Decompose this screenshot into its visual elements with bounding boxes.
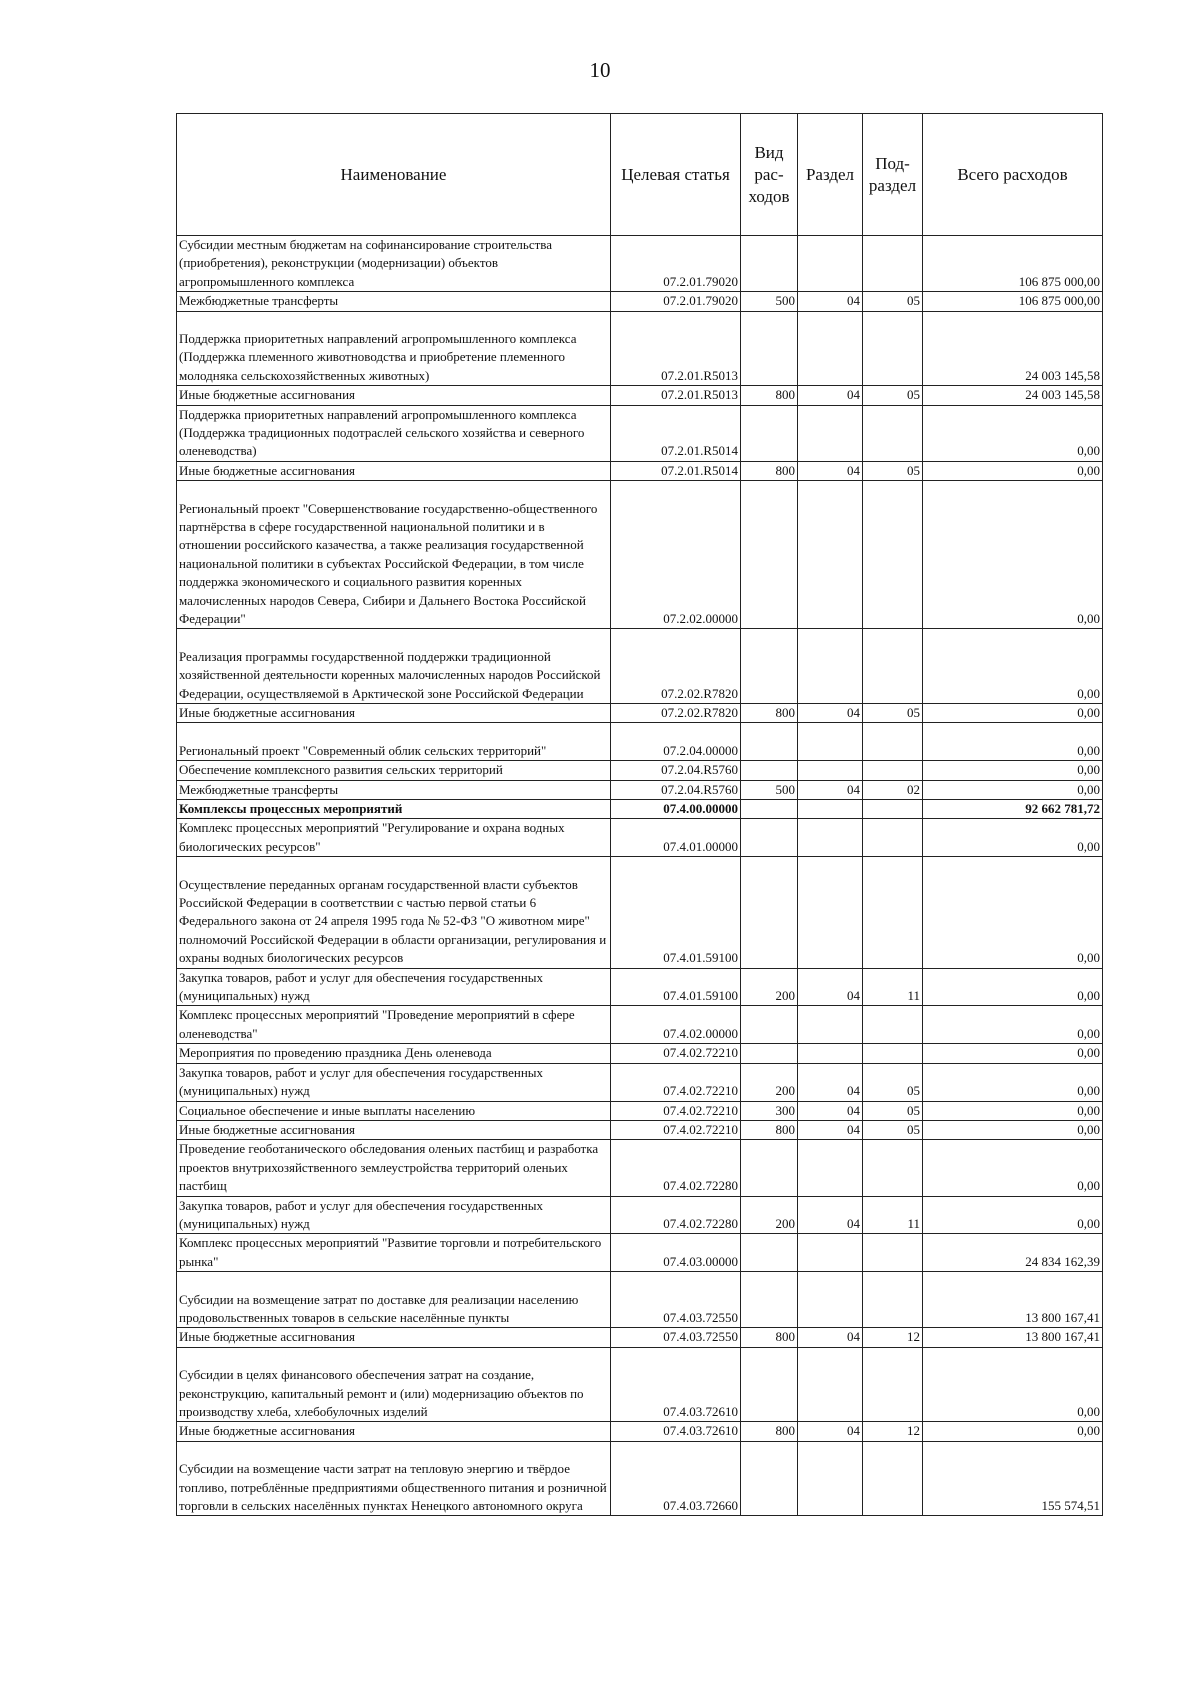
row-section xyxy=(798,236,863,292)
row-subsection: 02 xyxy=(863,780,923,799)
row-expense-type xyxy=(741,236,798,292)
row-total: 0,00 xyxy=(923,780,1103,799)
row-name: Иные бюджетные ассигнования xyxy=(177,1328,611,1347)
row-expense-type: 200 xyxy=(741,1196,798,1234)
row-total: 13 800 167,41 xyxy=(923,1272,1103,1328)
row-target-article: 07.4.03.72610 xyxy=(611,1422,741,1441)
table-row xyxy=(177,1234,1103,1272)
row-target-article: 07.4.03.72550 xyxy=(611,1328,741,1347)
row-name: Субсидии на возмещение части затрат на тепловую энергию и твёрдое топливо, потреблённые предприятиями общественного питания и розничной торговли в сельских населённых пунктах Ненецкого автономного округа xyxy=(177,1441,611,1516)
row-subsection xyxy=(863,1441,923,1516)
row-name: Закупка товаров, работ и услуг для обеспечения государственных (муниципальных) нужд xyxy=(177,1196,611,1234)
row-name: Иные бюджетные ассигнования xyxy=(177,386,611,405)
table-row xyxy=(177,1044,1103,1063)
row-expense-type xyxy=(741,405,798,461)
row-name: Комплекс процессных мероприятий "Регулирование и охрана водных биологических ресурсов" xyxy=(177,819,611,857)
row-subsection xyxy=(863,1272,923,1328)
row-section: 04 xyxy=(798,1422,863,1441)
row-section: 04 xyxy=(798,1196,863,1234)
row-target-article: 07.2.01.R5014 xyxy=(611,461,741,480)
row-section xyxy=(798,1441,863,1516)
row-subsection: 05 xyxy=(863,704,923,723)
row-target-article: 07.4.02.72210 xyxy=(611,1101,741,1120)
row-target-article: 07.4.00.00000 xyxy=(611,800,741,819)
table-row xyxy=(177,819,1103,857)
row-expense-type xyxy=(741,800,798,819)
row-expense-type xyxy=(741,1347,798,1422)
row-expense-type xyxy=(741,1441,798,1516)
row-target-article: 07.4.02.72210 xyxy=(611,1063,741,1101)
row-section xyxy=(798,761,863,780)
row-subsection: 11 xyxy=(863,1196,923,1234)
row-expense-type: 800 xyxy=(741,1328,798,1347)
row-target-article: 07.2.02.R7820 xyxy=(611,629,741,704)
row-total: 24 834 162,39 xyxy=(923,1234,1103,1272)
row-section: 04 xyxy=(798,386,863,405)
row-total: 13 800 167,41 xyxy=(923,1328,1103,1347)
table-row xyxy=(177,311,1103,386)
row-expense-type xyxy=(741,819,798,857)
row-total: 0,00 xyxy=(923,968,1103,1006)
row-section xyxy=(798,857,863,968)
row-section: 04 xyxy=(798,1328,863,1347)
row-section xyxy=(798,1006,863,1044)
table-row xyxy=(177,723,1103,761)
row-name: Иные бюджетные ассигнования xyxy=(177,1422,611,1441)
row-expense-type: 800 xyxy=(741,1422,798,1441)
row-name: Иные бюджетные ассигнования xyxy=(177,704,611,723)
row-total: 0,00 xyxy=(923,704,1103,723)
row-target-article: 07.2.01.R5014 xyxy=(611,405,741,461)
table-row xyxy=(177,800,1103,819)
row-section: 04 xyxy=(798,1063,863,1101)
row-target-article: 07.4.03.72550 xyxy=(611,1272,741,1328)
row-total: 0,00 xyxy=(923,1140,1103,1196)
row-subsection xyxy=(863,1006,923,1044)
row-section xyxy=(798,481,863,629)
row-expense-type xyxy=(741,1140,798,1196)
row-subsection xyxy=(863,819,923,857)
row-target-article: 07.4.03.00000 xyxy=(611,1234,741,1272)
row-section xyxy=(798,311,863,386)
row-expense-type: 800 xyxy=(741,1120,798,1139)
row-subsection: 05 xyxy=(863,1063,923,1101)
row-total: 0,00 xyxy=(923,405,1103,461)
row-section xyxy=(798,1140,863,1196)
table-row xyxy=(177,1140,1103,1196)
row-total: 0,00 xyxy=(923,723,1103,761)
row-name: Проведение геоботанического обследования оленьих пастбищ и разработка проектов внутрихозяйственного землеустройства территорий оленьих пастбищ xyxy=(177,1140,611,1196)
row-expense-type xyxy=(741,857,798,968)
row-target-article: 07.4.03.72610 xyxy=(611,1347,741,1422)
row-total: 106 875 000,00 xyxy=(923,236,1103,292)
table-row xyxy=(177,292,1103,311)
row-name: Комплексы процессных мероприятий xyxy=(177,800,611,819)
row-section xyxy=(798,1272,863,1328)
row-section: 04 xyxy=(798,1101,863,1120)
header-total: Всего расходов xyxy=(923,114,1103,236)
row-expense-type: 800 xyxy=(741,704,798,723)
row-target-article: 07.2.01.79020 xyxy=(611,292,741,311)
row-target-article: 07.2.01.79020 xyxy=(611,236,741,292)
table-row xyxy=(177,1196,1103,1234)
row-subsection: 05 xyxy=(863,292,923,311)
row-expense-type xyxy=(741,1272,798,1328)
row-target-article: 07.4.01.59100 xyxy=(611,857,741,968)
row-expense-type: 800 xyxy=(741,461,798,480)
row-total: 106 875 000,00 xyxy=(923,292,1103,311)
row-name: Осуществление переданных органам государственной власти субъектов Российской Федерации в соответствии с частью первой статьи 6 Федерального закона от 24 апреля 1995 года № 52-ФЗ "О животном мире" полномочий Российской Федерации в области организации, регулирования и охраны водных биологических ресурсов xyxy=(177,857,611,968)
row-subsection xyxy=(863,1044,923,1063)
row-total: 92 662 781,72 xyxy=(923,800,1103,819)
row-subsection xyxy=(863,800,923,819)
table-row xyxy=(177,629,1103,704)
row-section xyxy=(798,1234,863,1272)
table-row xyxy=(177,857,1103,968)
budget-table xyxy=(176,113,1103,1516)
row-section xyxy=(798,819,863,857)
row-subsection xyxy=(863,236,923,292)
row-name: Субсидии местным бюджетам на софинансирование строительства (приобретения), реконструкции (модернизации) объектов агропромышленного комплекса xyxy=(177,236,611,292)
row-subsection xyxy=(863,405,923,461)
table-row xyxy=(177,1272,1103,1328)
table-row xyxy=(177,761,1103,780)
header-section: Раздел xyxy=(798,114,863,236)
row-expense-type: 200 xyxy=(741,1063,798,1101)
row-target-article: 07.4.02.72210 xyxy=(611,1044,741,1063)
row-name: Межбюджетные трансферты xyxy=(177,292,611,311)
row-name: Поддержка приоритетных направлений агропромышленного комплекса (Поддержка традиционных подотраслей сельского хозяйства и северного оленеводства) xyxy=(177,405,611,461)
row-total: 0,00 xyxy=(923,1063,1103,1101)
table-row xyxy=(177,1101,1103,1120)
table-row xyxy=(177,704,1103,723)
row-subsection: 05 xyxy=(863,1120,923,1139)
row-total: 24 003 145,58 xyxy=(923,311,1103,386)
row-expense-type xyxy=(741,629,798,704)
row-target-article: 07.2.01.R5013 xyxy=(611,311,741,386)
row-target-article: 07.2.02.R7820 xyxy=(611,704,741,723)
row-subsection xyxy=(863,481,923,629)
row-subsection: 05 xyxy=(863,1101,923,1120)
row-subsection xyxy=(863,857,923,968)
table-row xyxy=(177,968,1103,1006)
row-total: 0,00 xyxy=(923,1422,1103,1441)
header-expense-type: Вид рас-ходов xyxy=(741,114,798,236)
table-row xyxy=(177,461,1103,480)
row-name: Реализация программы государственной поддержки традиционной хозяйственной деятельности коренных малочисленных народов Российской Федерации, осуществляемой в Арктической зоне Российской Федерации xyxy=(177,629,611,704)
row-name: Обеспечение комплексного развития сельских территорий xyxy=(177,761,611,780)
header-target-article: Целевая статья xyxy=(611,114,741,236)
row-expense-type xyxy=(741,1044,798,1063)
row-section: 04 xyxy=(798,1120,863,1139)
row-name: Закупка товаров, работ и услуг для обеспечения государственных (муниципальных) нужд xyxy=(177,1063,611,1101)
header-name: Наименование xyxy=(177,114,611,236)
row-subsection: 05 xyxy=(863,461,923,480)
row-target-article: 07.2.01.R5013 xyxy=(611,386,741,405)
table-row xyxy=(177,481,1103,629)
row-target-article: 07.2.04.R5760 xyxy=(611,780,741,799)
row-total: 0,00 xyxy=(923,857,1103,968)
table-row xyxy=(177,1441,1103,1516)
page-number: 10 xyxy=(589,58,611,82)
row-section xyxy=(798,723,863,761)
row-total: 0,00 xyxy=(923,1006,1103,1044)
row-expense-type xyxy=(741,723,798,761)
row-target-article: 07.4.02.72280 xyxy=(611,1196,741,1234)
row-subsection xyxy=(863,311,923,386)
row-name: Мероприятия по проведению праздника День оленевода xyxy=(177,1044,611,1063)
row-name: Региональный проект "Совершенствование государственно-общественного партнёрства в сфере государственной национальной политики и в отношении российского казачества, а также реализация государственной национальной политики в субъектах Российской Федерации, в том числе поддержка экономического и социального развития коренных малочисленных народов Севера, Сибири и Дальнего Востока Российской Федерации" xyxy=(177,481,611,629)
row-name: Субсидии в целях финансового обеспечения затрат на создание, реконструкцию, капитальный ремонт и (или) модернизацию объектов по производству хлеба, хлебобулочных изделий xyxy=(177,1347,611,1422)
row-section: 04 xyxy=(798,968,863,1006)
row-section: 04 xyxy=(798,461,863,480)
row-name: Комплекс процессных мероприятий "Развитие торговли и потребительского рынка" xyxy=(177,1234,611,1272)
row-name: Поддержка приоритетных направлений агропромышленного комплекса (Поддержка племенного животноводства и приобретение племенного молодняка сельскохозяйственных животных) xyxy=(177,311,611,386)
row-subsection: 12 xyxy=(863,1422,923,1441)
row-target-article: 07.4.01.59100 xyxy=(611,968,741,1006)
table-row xyxy=(177,1120,1103,1139)
row-target-article: 07.4.02.72210 xyxy=(611,1120,741,1139)
row-target-article: 07.4.03.72660 xyxy=(611,1441,741,1516)
row-name: Иные бюджетные ассигнования xyxy=(177,461,611,480)
row-name: Региональный проект "Современный облик сельских территорий" xyxy=(177,723,611,761)
row-total: 0,00 xyxy=(923,1347,1103,1422)
row-section xyxy=(798,405,863,461)
row-expense-type xyxy=(741,761,798,780)
row-name: Комплекс процессных мероприятий "Проведение мероприятий в сфере оленеводства" xyxy=(177,1006,611,1044)
row-name: Субсидии на возмещение затрат по доставке для реализации населению продовольственных товаров в сельские населённые пункты xyxy=(177,1272,611,1328)
row-total: 0,00 xyxy=(923,1101,1103,1120)
row-subsection: 12 xyxy=(863,1328,923,1347)
table-row xyxy=(177,780,1103,799)
row-total: 0,00 xyxy=(923,629,1103,704)
row-expense-type: 800 xyxy=(741,386,798,405)
row-total: 0,00 xyxy=(923,1120,1103,1139)
row-subsection xyxy=(863,1234,923,1272)
row-total: 0,00 xyxy=(923,761,1103,780)
table-row xyxy=(177,1347,1103,1422)
row-name: Социальное обеспечение и иные выплаты населению xyxy=(177,1101,611,1120)
row-total: 0,00 xyxy=(923,1044,1103,1063)
row-expense-type xyxy=(741,1006,798,1044)
row-expense-type xyxy=(741,481,798,629)
row-target-article: 07.2.04.00000 xyxy=(611,723,741,761)
table-row xyxy=(177,236,1103,292)
row-total: 24 003 145,58 xyxy=(923,386,1103,405)
row-section xyxy=(798,800,863,819)
row-total: 0,00 xyxy=(923,481,1103,629)
row-subsection xyxy=(863,761,923,780)
row-total: 0,00 xyxy=(923,461,1103,480)
row-target-article: 07.4.01.00000 xyxy=(611,819,741,857)
row-subsection: 11 xyxy=(863,968,923,1006)
row-target-article: 07.4.02.00000 xyxy=(611,1006,741,1044)
row-expense-type: 300 xyxy=(741,1101,798,1120)
row-section xyxy=(798,1044,863,1063)
row-expense-type: 200 xyxy=(741,968,798,1006)
table-header-row xyxy=(177,114,1103,236)
row-name: Межбюджетные трансферты xyxy=(177,780,611,799)
row-expense-type xyxy=(741,1234,798,1272)
row-subsection: 05 xyxy=(863,386,923,405)
table-row xyxy=(177,1422,1103,1441)
table-row xyxy=(177,1328,1103,1347)
row-expense-type: 500 xyxy=(741,292,798,311)
row-target-article: 07.2.02.00000 xyxy=(611,481,741,629)
row-section: 04 xyxy=(798,292,863,311)
row-subsection xyxy=(863,723,923,761)
row-total: 155 574,51 xyxy=(923,1441,1103,1516)
row-target-article: 07.2.04.R5760 xyxy=(611,761,741,780)
row-total: 0,00 xyxy=(923,819,1103,857)
row-section: 04 xyxy=(798,780,863,799)
table-row xyxy=(177,405,1103,461)
table-row xyxy=(177,1063,1103,1101)
row-subsection xyxy=(863,629,923,704)
row-name: Иные бюджетные ассигнования xyxy=(177,1120,611,1139)
row-section xyxy=(798,1347,863,1422)
row-expense-type xyxy=(741,311,798,386)
header-subsection: Под-раздел xyxy=(863,114,923,236)
table-row xyxy=(177,1006,1103,1044)
row-subsection xyxy=(863,1347,923,1422)
row-section xyxy=(798,629,863,704)
row-subsection xyxy=(863,1140,923,1196)
table-row xyxy=(177,386,1103,405)
row-target-article: 07.4.02.72280 xyxy=(611,1140,741,1196)
row-section: 04 xyxy=(798,704,863,723)
row-total: 0,00 xyxy=(923,1196,1103,1234)
row-expense-type: 500 xyxy=(741,780,798,799)
row-name: Закупка товаров, работ и услуг для обеспечения государственных (муниципальных) нужд xyxy=(177,968,611,1006)
